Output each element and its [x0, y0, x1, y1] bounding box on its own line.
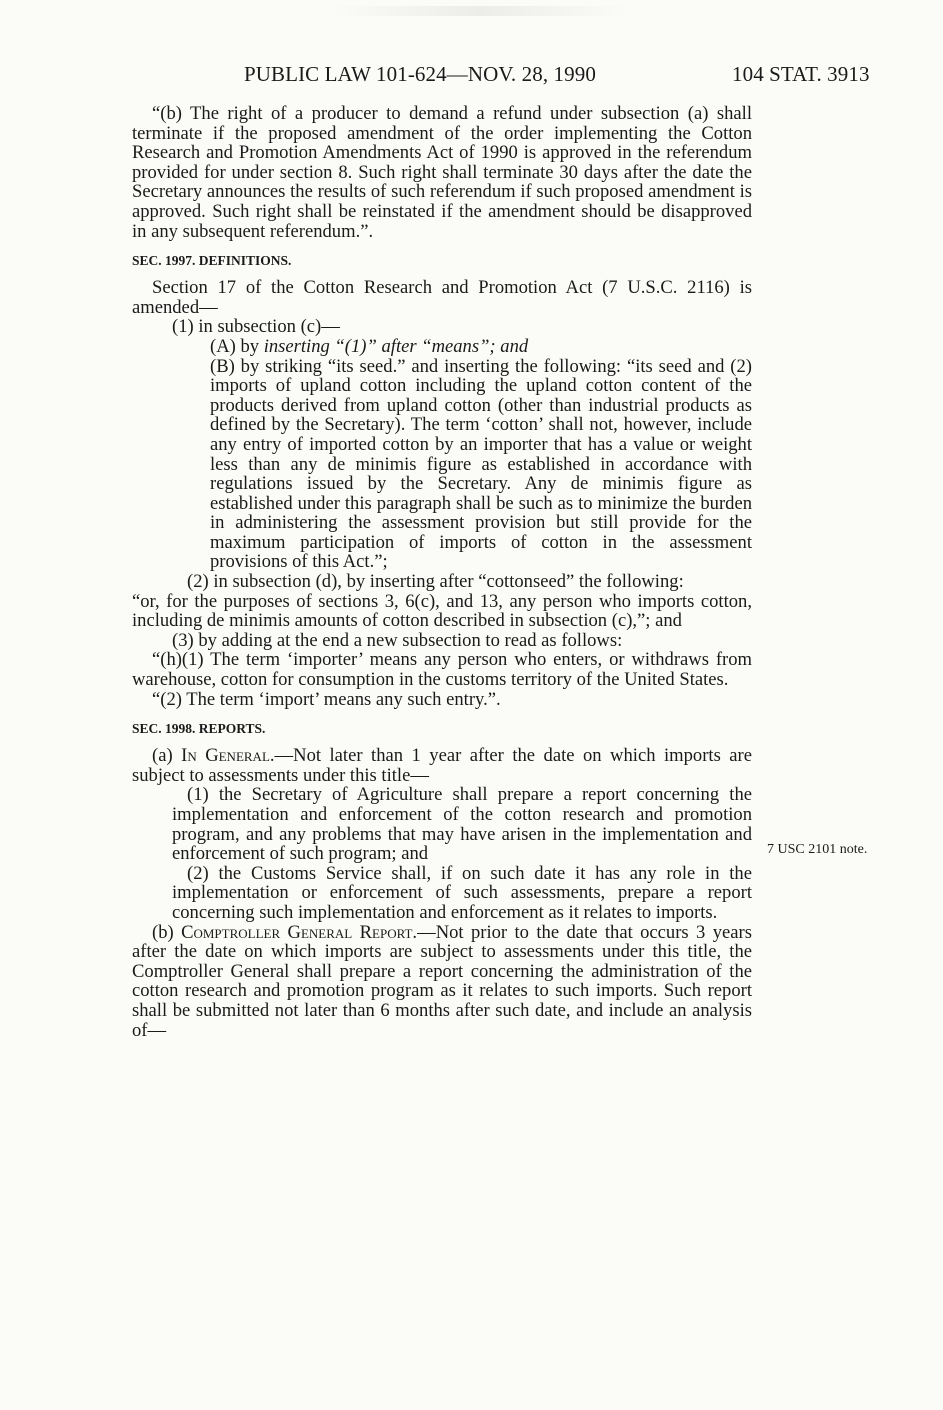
subsection-h1: “(h)(1) The term ‘importer’ means any person who enters, or withdraws from warehouse, cotton for consumption in the customs territory of the United States. — [132, 649, 752, 691]
subsection-h2: “(2) The term ‘import’ means any such entry.”. — [152, 688, 501, 710]
section-1998-a1: (1) the Secretary of Agriculture shall prepare a report concerning the implementation and enforcement of the cotton research and promotion program, and any problems that may have arisen in the implementation and enforcement of such program; and — [172, 784, 752, 865]
section-1998-b-caps: Comptroller General Report. — [181, 921, 418, 943]
section-1997-intro: Section 17 of the Cotton Research and Promotion Act (7 U.S.C. 2116) is amended— — [132, 277, 752, 318]
paragraph-b-refund: “(b) The right of a producer to demand a refund under subsection (a) shall terminate if the proposed amendment of the order implementing the Cotton Research and Promotion Amendments Act of 1990 is approved in the referendum provided for under section 8. Such right shall terminate 30 days after the date the Secretary announces the results of such referendum if such proposed amendment is approved. Such right shall be reinstated if the amendment should be disapproved in any subsequent referendum.”. — [132, 103, 752, 242]
section-1998-a2: (2) the Customs Service shall, if on such date it has any role in the implementation or enforcement of such assessments, prepare a report concerning such implementation and enforcement as it relates to imports. — [172, 862, 752, 923]
section-1997-heading: SEC. 1997. DEFINITIONS. — [132, 253, 292, 269]
page-body — [132, 104, 752, 1040]
section-1997-item-1a — [132, 337, 752, 357]
section-1998-a — [132, 746, 752, 785]
margin-note: 7 USC 2101 note. — [767, 842, 868, 857]
item-1a-prefix: (A) by — [210, 335, 264, 357]
section-1997-item-1b: (B) by striking “its seed.” and inserting the following: “its seed and (2) imports of upland cotton including the upland cotton content of the products derived from upland cotton (other than industrial products as defined by the Secretary). The term ‘cotton’ shall not, however, include any entry of imported cotton by an importer that has a value or weight less than any de minimis figure as established in accordance with regulations issued by the Secretary. Any de minimis figure as established under this paragraph shall be such as to minimize the burden in administering the assessment provision but still provide for the maximum participation of imports of cotton in the assessment provisions of this Act.”; — [210, 355, 752, 573]
section-1998-heading: SEC. 1998. REPORTS. — [132, 721, 266, 737]
section-1998-b-label: (b) — [152, 921, 182, 943]
item-1a-italic: inserting “(1)” after “means”; and — [263, 335, 529, 357]
section-1998-a-text: —Not later than 1 year after the date on which imports are subject to assessments under this title— — [132, 745, 752, 786]
running-header-title: PUBLIC LAW 101-624—NOV. 28, 1990 — [244, 62, 596, 86]
section-1998-a-caps: In General. — [181, 745, 275, 767]
section-1997-item-3: (3) by adding at the end a new subsection to read as follows: — [172, 629, 623, 651]
section-1997-item-2-quote: “or, for the purposes of sections 3, 6(c), and 13, any person who imports cotton, including de minimis amounts of cotton described in subsection (c),”; and — [132, 590, 752, 632]
section-1998-a-label: (a) — [152, 745, 182, 767]
section-1998-b-text: —Not prior to the date that occurs 3 years after the date on which imports are subject to assessments under this title, the Comptroller General shall prepare a report concerning the administration of the cotton research and promotion program as it relates to such imports. Such report shall be submitted not later than 6 months after such date, and include an analysis of— — [132, 921, 752, 1041]
section-1997-item-1: (1) in subsection (c)— — [172, 316, 340, 338]
running-header-stat: 104 STAT. 3913 — [732, 62, 870, 86]
section-1998-b — [132, 923, 752, 1041]
section-1997-item-2: (2) in subsection (d), by inserting after “cottonseed” the following: — [187, 571, 684, 593]
scan-smudge — [330, 6, 630, 16]
